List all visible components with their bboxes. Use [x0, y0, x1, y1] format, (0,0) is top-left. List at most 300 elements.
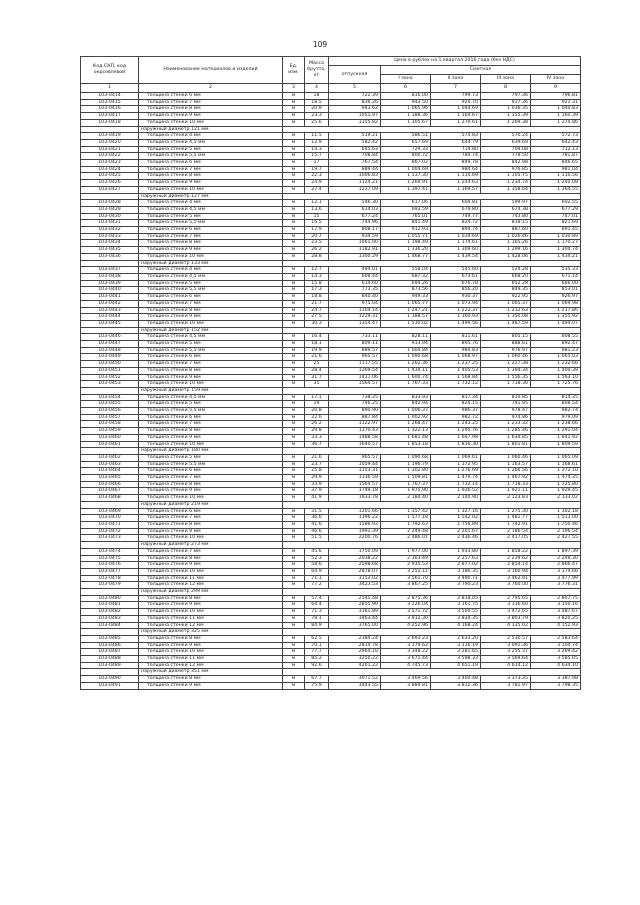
mass-cell: 78.1 [305, 615, 329, 622]
release-price-cell: 2384.24 [329, 635, 381, 642]
code-cell: 103-0415 [81, 99, 139, 106]
release-price-cell: 3153.02 [329, 575, 381, 582]
code-cell: 103-0463 [81, 461, 139, 468]
zone1-price-cell: 3 889.81 [381, 682, 431, 689]
release-price-cell: 2038.22 [329, 555, 381, 562]
zone3-price-cell: 917.36 [481, 99, 531, 106]
table-row [81, 394, 581, 401]
zone3-price-cell: 4 614.12 [481, 662, 531, 669]
unit-cell: м [283, 635, 305, 642]
name-cell: толщина стенки 8 мм [139, 481, 283, 488]
unit-cell: м [283, 133, 305, 140]
name-cell: толщина стенки 10 мм [139, 495, 283, 502]
zone3-price-cell: 976.85 [481, 166, 531, 173]
code-cell: 103-0484 [81, 622, 139, 629]
zone4-price-cell: 1 929.45 [531, 488, 581, 495]
table-body [81, 93, 581, 690]
zone2-price-cell: 1 499.56 [431, 320, 481, 327]
group-filler [283, 669, 581, 676]
release-price-cell: 582.42 [329, 139, 381, 146]
zone2-price-cell: 1 369.57 [431, 186, 481, 193]
zone2-price-cell: 1 172.95 [431, 461, 481, 468]
code-cell: 103-0458 [81, 421, 139, 428]
unit-cell: м [283, 119, 305, 126]
zone2-price-cell: 1 044.69 [431, 106, 481, 113]
unit-cell: м [283, 401, 305, 408]
release-price-cell: 767.54 [329, 160, 381, 167]
zone2-price-cell: 644.79 [431, 139, 481, 146]
group-code-cell [81, 542, 139, 549]
zone4-price-cell: 3 174.66 [531, 568, 581, 575]
unit-cell: м [283, 434, 305, 441]
zone3-price-cell: 2 795.65 [481, 595, 531, 602]
name-cell: толщина стенки 10 мм [139, 441, 283, 448]
zone2-price-cell: 1 479.74 [431, 475, 481, 482]
zone3-price-cell: 1 634.85 [481, 434, 531, 441]
table-row [81, 93, 581, 100]
zone1-price-cell: 1 065.96 [381, 106, 431, 113]
code-cell: 103-0470 [81, 515, 139, 522]
zone2-price-cell: 1 164.67 [431, 113, 481, 120]
unit-cell: м [283, 495, 305, 502]
release-price-cell: 890.90 [329, 408, 381, 415]
code-cell: 103-0432 [81, 227, 139, 234]
zone1-price-cell: 1 530.02 [381, 320, 431, 327]
release-price-cell: 708.84 [329, 153, 381, 160]
zone3-price-cell: 3 373.35 [481, 676, 531, 683]
group-row [81, 501, 581, 508]
unit-cell: м [283, 367, 305, 374]
name-cell: толщина стенки 6 мм [139, 508, 283, 515]
unit-cell: м [283, 287, 305, 294]
mass-cell: 18.1 [305, 341, 329, 348]
zone2-price-cell: 1 327.16 [431, 508, 481, 515]
zone2-price-cell: 784.74 [431, 153, 481, 160]
mass-cell: 16.4 [305, 334, 329, 341]
zone4-price-cell: 1 217.86 [531, 307, 581, 314]
code-cell: 103-0440 [81, 287, 139, 294]
zone1-price-cell: 1 196.79 [381, 461, 431, 468]
mass-cell: 20.7 [305, 233, 329, 240]
zone2-price-cell: 3 116.19 [431, 642, 481, 649]
mass-cell: 23.7 [305, 461, 329, 468]
zone1-price-cell: 3 867.25 [381, 582, 431, 589]
table-row [81, 106, 581, 113]
zone1-price-cell: 1 004.84 [381, 347, 431, 354]
name-cell: толщина стенки 4,5 мм [139, 394, 283, 401]
mass-cell: 41.9 [305, 495, 329, 502]
group-filler [283, 193, 581, 200]
code-cell: 103-0437 [81, 267, 139, 274]
release-price-cell: 2598.68 [329, 562, 381, 569]
zone2-price-cell: 2 877.02 [431, 562, 481, 569]
unit-cell: м [283, 280, 305, 287]
release-price-cell: 2855.90 [329, 602, 381, 609]
zone2-price-cell: 1 114.69 [431, 173, 481, 180]
release-price-cell: 1182.91 [329, 247, 381, 254]
zone2-price-cell: 1 936.52 [431, 488, 481, 495]
zone1-price-cell: 1 055.71 [381, 233, 431, 240]
mass-cell: 27.4 [305, 186, 329, 193]
zone1-price-cell: 2 935.53 [381, 562, 431, 569]
code-cell: 103-0466 [81, 481, 139, 488]
table-row [81, 495, 581, 502]
zone3-price-cell: 2 417.05 [481, 535, 531, 542]
table-row [81, 240, 581, 247]
release-price-cell: 1117.55 [329, 361, 381, 368]
release-price-cell: 3463.44 [329, 615, 381, 622]
zone2-price-cell: 3 500.55 [431, 609, 481, 616]
zone3-price-cell: 2 123.83 [481, 495, 531, 502]
zone4-price-cell: 747.01 [531, 213, 581, 220]
header-zone-3: III зона [481, 75, 531, 84]
release-price-cell: 494.01 [329, 267, 381, 274]
mass-cell: 15.8 [305, 280, 329, 287]
table-row [81, 300, 581, 307]
unit-cell: м [283, 562, 305, 569]
name-cell: толщина стенки 8 мм [139, 428, 283, 435]
name-cell: толщина стенки 4,5 мм [139, 139, 283, 146]
colnum: 2 [139, 84, 283, 93]
release-price-cell: 1300.29 [329, 253, 381, 260]
unit-cell: м [283, 461, 305, 468]
zone2-price-cell: 894.74 [431, 227, 481, 234]
unit-cell: м [283, 676, 305, 683]
name-cell: толщина стенки 9 мм [139, 642, 283, 649]
zone2-price-cell: 849.78 [431, 160, 481, 167]
zone3-price-cell: 887.60 [481, 227, 531, 234]
zone4-price-cell: 1 272.10 [531, 468, 581, 475]
zone4-price-cell: 1 238.66 [531, 421, 581, 428]
release-price-cell: 836.26 [329, 99, 381, 106]
name-cell: толщина стенки 9 мм [139, 682, 283, 689]
zone2-price-cell: 1 933.80 [431, 548, 481, 555]
zone2-price-cell: 1 073.94 [431, 300, 481, 307]
unit-cell: м [283, 595, 305, 602]
group-row [81, 387, 581, 394]
unit-cell: м [283, 468, 305, 475]
table-row [81, 233, 581, 240]
zone3-price-cell: 668.20 [481, 273, 531, 280]
zone4-price-cell: 891.45 [531, 227, 581, 234]
zone1-price-cell: 2 184.40 [381, 495, 431, 502]
code-cell: 103-0478 [81, 575, 139, 582]
release-price-cell: 943.62 [329, 106, 381, 113]
zone1-price-cell: 1 767.37 [381, 481, 431, 488]
release-price-cell: 1051.97 [329, 113, 381, 120]
unit-cell: м [283, 341, 305, 348]
release-price-cell: 887.84 [329, 414, 381, 421]
zone3-price-cell: 3 569.64 [481, 656, 531, 663]
mass-cell: 19.9 [305, 347, 329, 354]
zone2-price-cell: 3 400.48 [431, 676, 481, 683]
zone1-price-cell: 3 912.30 [381, 615, 431, 622]
mass-cell: 23.5 [305, 240, 329, 247]
zone1-price-cell: 1 600.74 [381, 374, 431, 381]
zone4-price-cell: 4 152.93 [531, 622, 581, 629]
zone4-price-cell: 1 434.21 [531, 253, 581, 260]
zone1-price-cell: 1 302.80 [381, 468, 431, 475]
zone2-price-cell: 3 161.75 [431, 602, 481, 609]
code-cell: 103-0449 [81, 354, 139, 361]
header-name: Наименование материалов и изделий [139, 57, 283, 84]
table-row [81, 166, 581, 173]
name-cell: толщина стенки 5,5 мм [139, 220, 283, 227]
table-row [81, 575, 581, 582]
release-price-cell: 1237.09 [329, 186, 381, 193]
mass-cell: 37.9 [305, 488, 329, 495]
group-row [81, 589, 581, 596]
code-cell: 103-0456 [81, 408, 139, 415]
group-filler [283, 501, 581, 508]
mass-cell: 77.7 [305, 649, 329, 656]
header-price-title: Цена в рублях на 1 квартал 2016 года (без НДС) [329, 57, 581, 66]
release-price-cell: 744.96 [329, 220, 381, 227]
zone4-price-cell: 642.43 [531, 139, 581, 146]
code-cell: 103-0430 [81, 213, 139, 220]
code-cell: 103-0460 [81, 434, 139, 441]
table-row [81, 441, 581, 448]
group-label: наружный диаметр 273 мм [139, 542, 283, 549]
zone4-price-cell: 1 240.08 [531, 180, 581, 187]
price-table [80, 56, 581, 690]
table-row [81, 173, 581, 180]
zone4-price-cell: 814.35 [531, 394, 581, 401]
mass-cell: 19.7 [305, 166, 329, 173]
header-zone-1: I зона [381, 75, 431, 84]
zone4-price-cell: 921.31 [531, 99, 581, 106]
colnum: 1 [81, 84, 139, 93]
zone1-price-cell: 687.32 [381, 273, 431, 280]
release-price-cell: 614.03 [329, 206, 381, 213]
name-cell: толщина стенки 5,5 мм [139, 153, 283, 160]
code-cell: 103-0451 [81, 367, 139, 374]
name-cell: толщина стенки 8 мм [139, 522, 283, 529]
zone2-price-cell: 2 436.46 [431, 535, 481, 542]
zone4-price-cell: 1 110.56 [531, 173, 581, 180]
zone1-price-cell: 1 792.63 [381, 522, 431, 529]
zone4-price-cell: 1 304.74 [531, 247, 581, 254]
group-label: наружный диаметр 133 мм [139, 260, 283, 267]
name-cell: толщина стенки 5,5 мм [139, 347, 283, 354]
code-cell: 103-0452 [81, 374, 139, 381]
zone3-price-cell: 978.47 [481, 408, 531, 415]
table-row [81, 139, 581, 146]
code-cell: 103-0467 [81, 488, 139, 495]
name-cell: толщина стенки 6 мм [139, 294, 283, 301]
zone4-price-cell: 1 750.46 [531, 522, 581, 529]
name-cell: толщина стенки 9 мм [139, 374, 283, 381]
code-cell: 103-0453 [81, 381, 139, 388]
zone4-price-cell: 821.69 [531, 220, 581, 227]
name-cell: толщина стенки 11 мм [139, 615, 283, 622]
release-price-cell: 1124.21 [329, 180, 381, 187]
release-price-cell: 645.63 [329, 146, 381, 153]
unit-cell: м [283, 381, 305, 388]
unit-cell: м [283, 99, 305, 106]
mass-cell: 28.4 [305, 367, 329, 374]
table-row [81, 562, 581, 569]
header-release: отпускная [329, 66, 381, 84]
zone2-price-cell: 1 243.25 [431, 421, 481, 428]
zone2-price-cell: 574.83 [431, 133, 481, 140]
zone4-price-cell: 796.81 [531, 93, 581, 100]
zone3-price-cell: 1 285.46 [481, 428, 531, 435]
code-cell: 103-0435 [81, 247, 139, 254]
table-row [81, 602, 581, 609]
group-code-cell [81, 589, 139, 596]
unit-cell: м [283, 615, 305, 622]
zone1-price-cell: 1 357.42 [381, 508, 431, 515]
mass-cell: 20.8 [305, 408, 329, 415]
code-cell: 103-0431 [81, 220, 139, 227]
mass-cell: 41.6 [305, 522, 329, 529]
zone3-price-cell: 1 428.06 [481, 253, 531, 260]
zone2-price-cell: 824.15 [431, 401, 481, 408]
code-cell: 103-0450 [81, 361, 139, 368]
table-row [81, 347, 581, 354]
table-row [81, 568, 581, 575]
zone4-price-cell: 1 069.98 [531, 300, 581, 307]
release-price-cell: 3423.53 [329, 582, 381, 589]
zone2-price-cell: 1 360.93 [431, 314, 481, 321]
zone1-price-cell: 1 006.37 [381, 408, 431, 415]
release-price-cell: 1750.09 [329, 548, 381, 555]
name-cell: толщина стенки 11 мм [139, 575, 283, 582]
name-cell: толщина стенки 10 мм [139, 320, 283, 327]
release-price-cell: 1104.14 [329, 307, 381, 314]
code-cell: 103-0472 [81, 528, 139, 535]
zone1-price-cell: 765.01 [381, 213, 431, 220]
name-cell: толщина стенки 9 мм [139, 488, 283, 495]
unit-cell: м [283, 273, 305, 280]
zone4-price-cell: 1 030.89 [531, 233, 581, 240]
mass-cell: 13.6 [305, 206, 329, 213]
release-price-cell: 2964.10 [329, 649, 381, 656]
name-cell: толщина стенки 6 мм [139, 227, 283, 234]
zone2-price-cell: 1 542.02 [431, 515, 481, 522]
code-cell: 103-0423 [81, 160, 139, 167]
name-cell: толщина стенки 7 мм [139, 233, 283, 240]
zone1-price-cell: 842.94 [381, 401, 431, 408]
unit-cell: м [283, 441, 305, 448]
zone1-price-cell: 1 577.18 [381, 515, 431, 522]
zone3-price-cell: 2 530.57 [481, 635, 531, 642]
zone3-price-cell: 1 394.34 [481, 367, 531, 374]
mass-cell: 85.2 [305, 656, 329, 663]
zone4-price-cell: 1 400.39 [531, 367, 581, 374]
name-cell: толщина стенки 10 мм [139, 535, 283, 542]
name-cell: толщина стенки 4,5 мм [139, 334, 283, 341]
group-label: наружный диаметр 351 мм [139, 669, 283, 676]
zone3-price-cell: 3 781.97 [481, 682, 531, 689]
table-row [81, 206, 581, 213]
zone2-price-cell: 856.20 [431, 287, 481, 294]
unit-cell: м [283, 153, 305, 160]
name-cell: толщина стенки 8 мм [139, 635, 283, 642]
zone4-price-cell: 1 065.09 [531, 454, 581, 461]
header-unit: Ед. изм. [283, 57, 305, 84]
zone4-price-cell: 1 302.18 [531, 508, 581, 515]
zone4-price-cell: 602.55 [531, 200, 581, 207]
zone2-price-cell: 817.34 [431, 394, 481, 401]
mass-cell: 16.5 [305, 220, 329, 227]
zone3-price-cell: 1 350.08 [481, 314, 531, 321]
zone2-price-cell: 1 279.61 [431, 119, 481, 126]
release-price-cell: 2200.76 [329, 535, 381, 542]
zone3-price-cell: 1 556.35 [481, 374, 531, 381]
zone3-price-cell: 599.97 [481, 200, 531, 207]
name-cell: толщина стенки 4 мм [139, 200, 283, 207]
name-cell: толщина стенки 4,5 мм [139, 273, 283, 280]
zone4-price-cell: 846.65 [531, 160, 581, 167]
release-price-cell: 773.35 [329, 287, 381, 294]
zone3-price-cell: 3 472.65 [481, 609, 531, 616]
table-row [81, 481, 581, 488]
table-row [81, 287, 581, 294]
unit-cell: м [283, 186, 305, 193]
zone3-price-cell: 818.15 [481, 220, 531, 227]
code-cell: 103-0473 [81, 535, 139, 542]
mass-cell: 18 [305, 93, 329, 100]
release-price-cell: 677.24 [329, 213, 381, 220]
zone2-price-cell: 984.83 [431, 347, 481, 354]
release-price-cell: 1153.31 [329, 468, 381, 475]
mass-cell: 14.3 [305, 273, 329, 280]
mass-cell: 12.9 [305, 139, 329, 146]
zone3-price-cell: 805.15 [481, 334, 531, 341]
group-code-cell [81, 669, 139, 676]
colnum: 4 [305, 84, 329, 93]
zone1-price-cell: 816.00 [381, 93, 431, 100]
name-cell: толщина стенки 9 мм [139, 602, 283, 609]
group-code-cell [81, 448, 139, 455]
group-label: наружный диаметр 121 мм [139, 126, 283, 133]
unit-cell: м [283, 106, 305, 113]
zone4-price-cell: 853.01 [531, 287, 581, 294]
name-cell: толщина стенки 8 мм [139, 367, 283, 374]
zone2-price-cell: 3 790.23 [431, 582, 481, 589]
code-cell: 103-0487 [81, 649, 139, 656]
table-row [81, 307, 581, 314]
unit-cell: м [283, 220, 305, 227]
zone1-price-cell: 1 977.00 [381, 548, 431, 555]
unit-cell: м [283, 233, 305, 240]
mass-cell: 29.9 [305, 475, 329, 482]
zone1-price-cell: 867.02 [381, 160, 431, 167]
zone2-price-cell: 930.37 [431, 294, 481, 301]
mass-cell: 17 [305, 160, 329, 167]
name-cell: толщина стенки 10 мм [139, 649, 283, 656]
zone4-price-cell: 1 563.10 [531, 374, 581, 381]
unit-cell: м [283, 160, 305, 167]
zone3-price-cell: 524.28 [481, 267, 531, 274]
mass-cell: 64.9 [305, 568, 329, 575]
zone4-price-cell: 712.13 [531, 146, 581, 153]
unit-cell: м [283, 213, 305, 220]
zone1-price-cell: 1 004.69 [381, 166, 431, 173]
code-cell: 103-0434 [81, 240, 139, 247]
unit-cell: м [283, 428, 305, 435]
release-price-cell: 3765.00 [329, 622, 381, 629]
unit-cell: м [283, 314, 305, 321]
name-cell: толщина стенки 12 мм [139, 582, 283, 589]
zone1-price-cell: 2 875.36 [381, 595, 431, 602]
name-cell: толщина стенки 6 мм [139, 160, 283, 167]
release-price-cell: 746.25 [329, 401, 381, 408]
unit-cell: м [283, 227, 305, 234]
code-cell: 103-0454 [81, 394, 139, 401]
